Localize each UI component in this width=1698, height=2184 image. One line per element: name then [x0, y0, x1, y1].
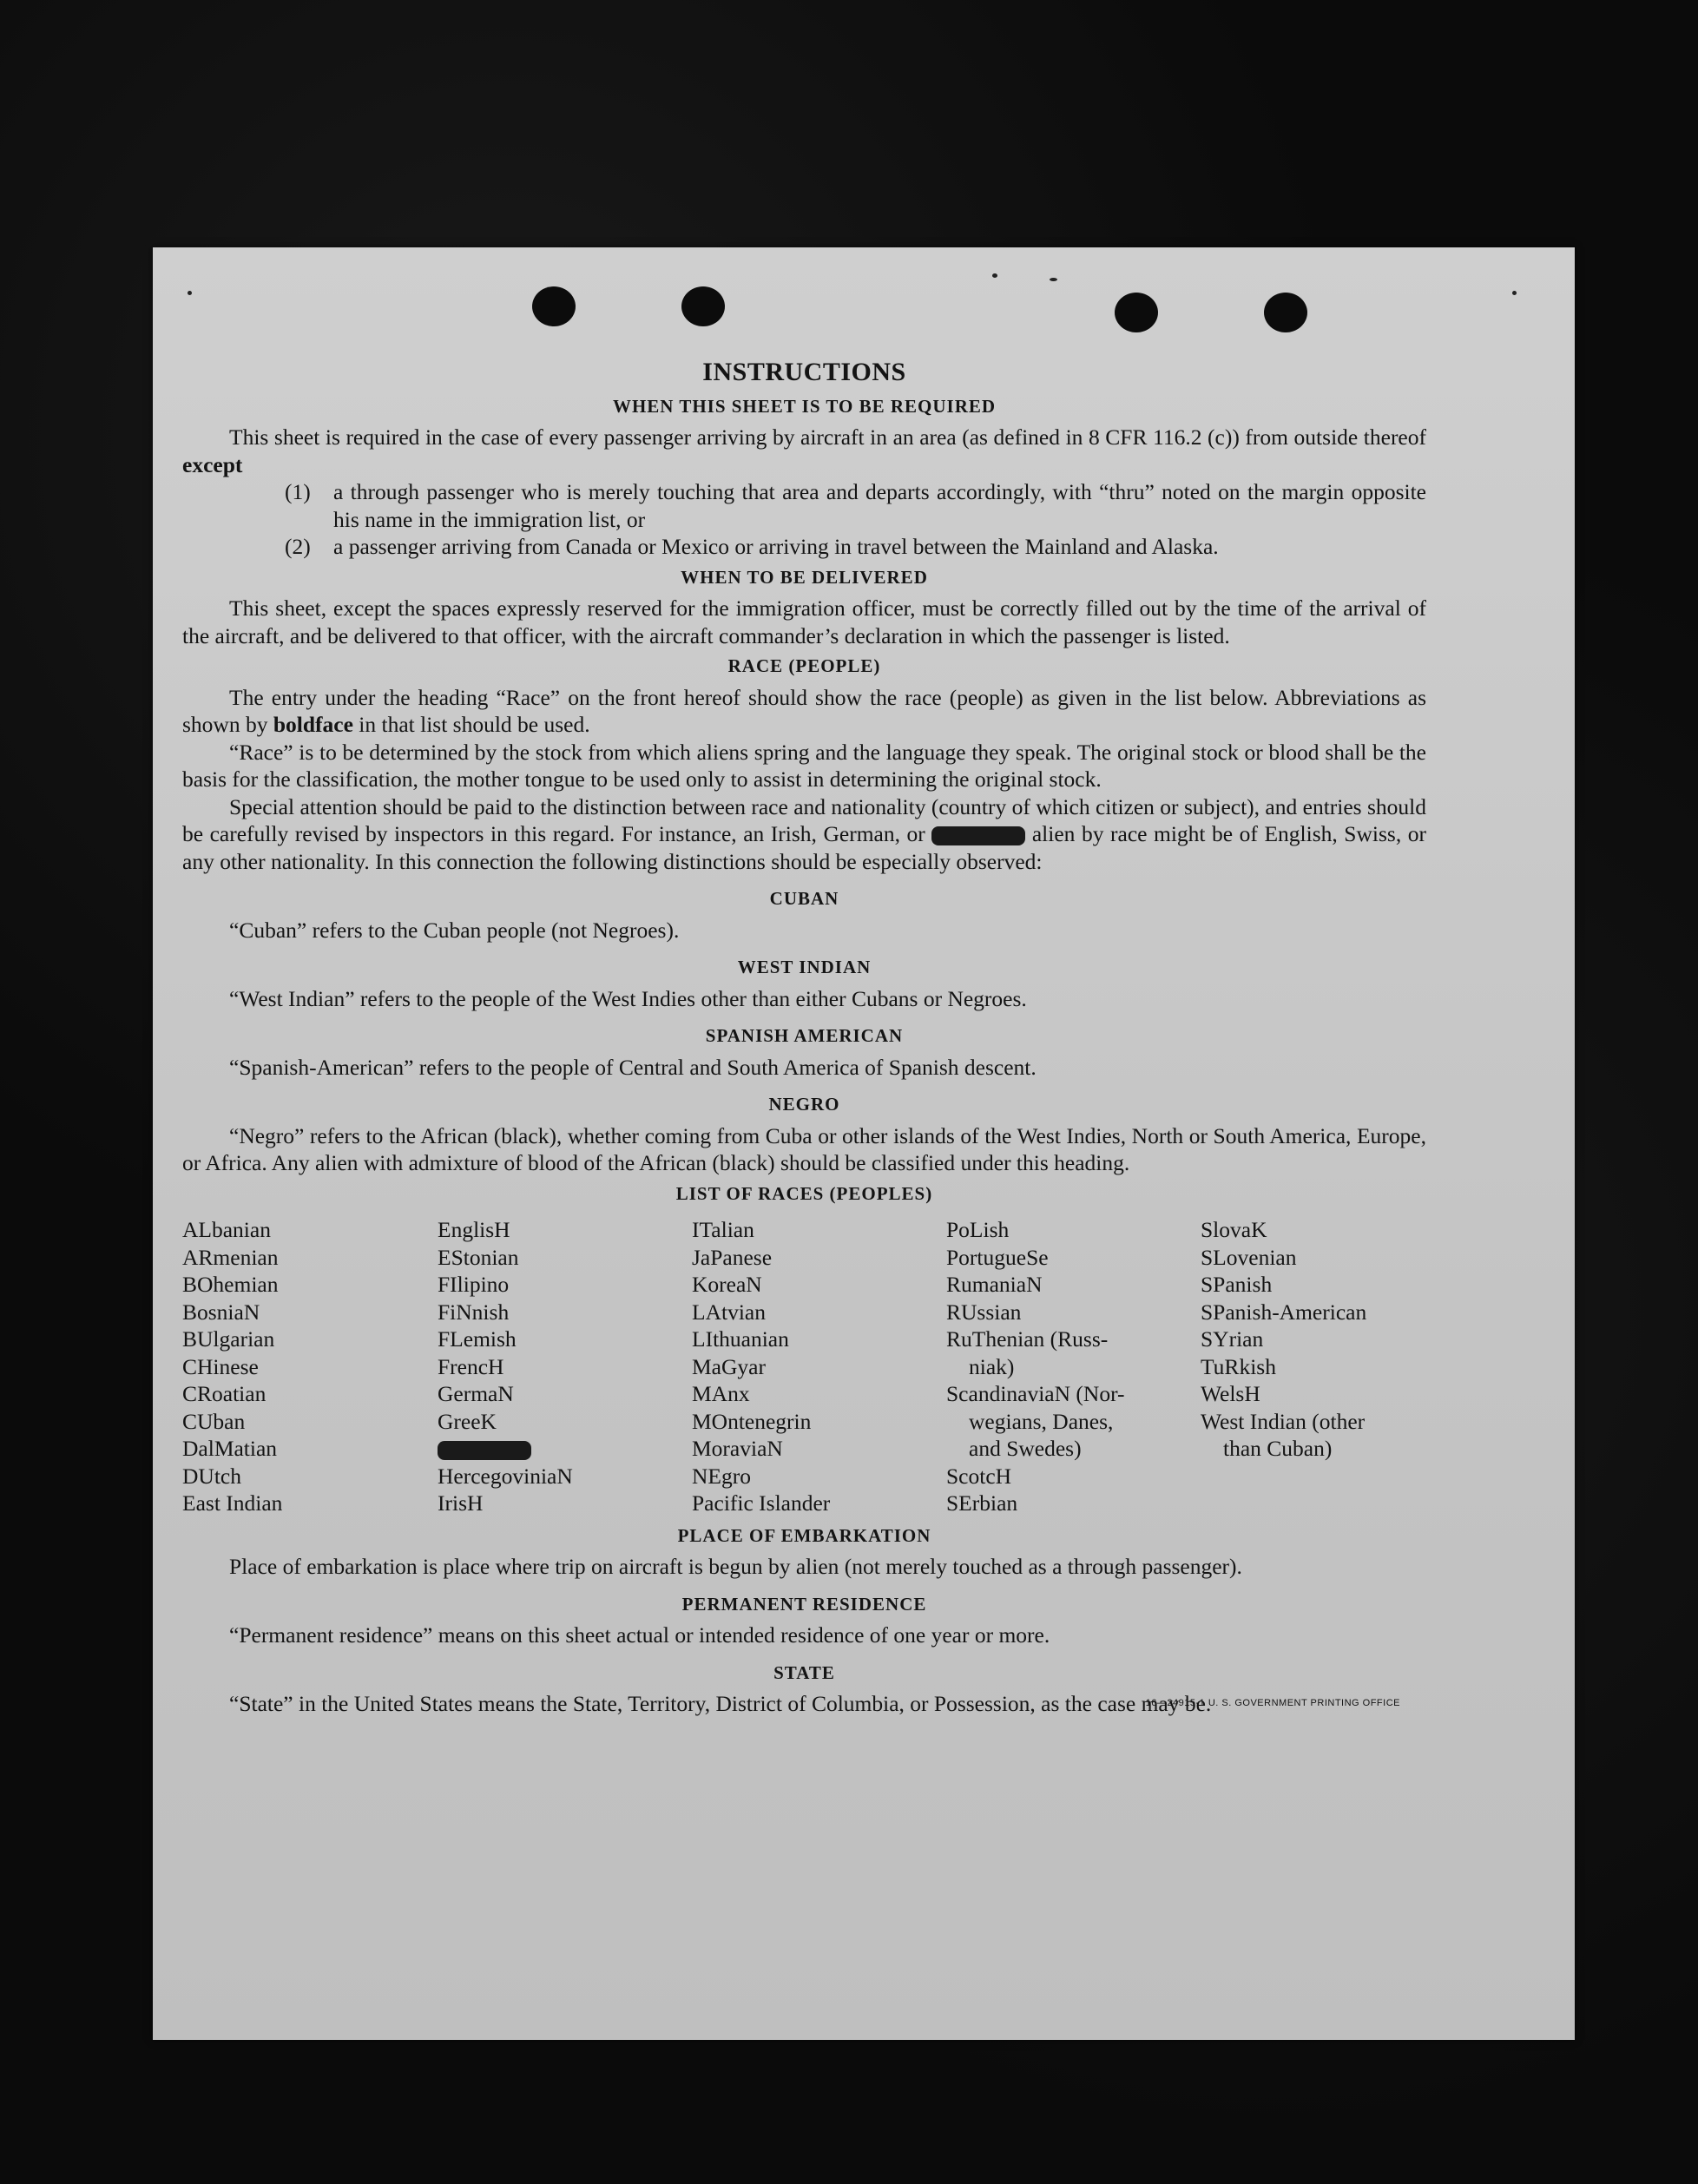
race-entry: SPanish: [1201, 1272, 1273, 1297]
exception-item: (2) a passenger arriving from Canada or Mexico or arriving in travel between the Mainland and Alaska.: [285, 534, 1219, 559]
races-column-1: [182, 1216, 438, 1517]
races-list: [182, 1216, 1426, 1517]
race-entry: ScandinaviaN (Nor-: [946, 1381, 1125, 1406]
negro-text: “Negro” refers to the African (black), whether coming from Cuba or other islands of the West Indies, North or South America, Europe, or Africa. Any alien with admixture of blood of the African (black) should be classified under this heading.: [182, 1122, 1426, 1175]
race-entry: WelsH: [1201, 1381, 1260, 1406]
exception-item: (1) a through passenger who is merely touching that area and departs accordingly, with “thru” noted on the margin opposite his name in the immigration list, or: [285, 479, 1426, 532]
race-entry: RuThenian (Russ-: [946, 1326, 1109, 1352]
embarkation-text: Place of embarkation is place where trip on aircraft is begun by alien (not merely touched as a through passenger).: [229, 1554, 1242, 1579]
instruction-sheet: [153, 247, 1575, 2040]
race-entry: EnglisH: [438, 1217, 510, 1242]
state-text: “State” in the United States means the State, Territory, District of Columbia, or Possession, as the case may be.: [229, 1691, 1212, 1716]
residence-text: “Permanent residence” means on this sheet actual or intended residence of one year or more.: [229, 1622, 1050, 1648]
race-entry: SlovaK: [1201, 1217, 1267, 1242]
race-entry: NEgro: [692, 1463, 751, 1489]
instructions-body: [182, 359, 1426, 1718]
section-heading-state: STATE: [773, 1661, 835, 1683]
redaction-mark: [438, 1441, 531, 1460]
punch-hole: [532, 286, 576, 326]
punch-hole: [681, 286, 725, 326]
print-code: 16—24915-1 U. S. GOVERNMENT PRINTING OFFICE: [1145, 1698, 1400, 1708]
dust-speck: [1512, 291, 1517, 295]
race-entry: CHinese: [182, 1353, 259, 1379]
race-entry: ALbanian: [182, 1217, 271, 1242]
race-entry: JaPanese: [692, 1244, 773, 1270]
race-entry: SPanish-American: [1201, 1299, 1367, 1325]
race-entry: SLovenian: [1201, 1244, 1297, 1270]
race-entry: MAnx: [692, 1381, 750, 1406]
section-heading-spanish-american: SPANISH AMERICAN: [705, 1025, 904, 1046]
race-entry: FLemish: [438, 1326, 517, 1352]
race-entry: East Indian: [182, 1490, 283, 1516]
race-entry: LIthuanian: [692, 1326, 789, 1352]
race-entry: FIlipino: [438, 1272, 510, 1297]
section-heading-west-indian: WEST INDIAN: [737, 957, 872, 977]
race-entry: TuRkish: [1201, 1353, 1276, 1379]
race-entry: ITalian: [692, 1217, 754, 1242]
race-entry: BOhemian: [182, 1272, 279, 1297]
race-entry-continued: than Cuban): [1223, 1436, 1333, 1461]
race-paragraph-1: The entry under the heading “Race” on the front hereof should show the race (people) as given in the list below. Abbreviations as shown by boldface in that list should be used.: [182, 684, 1426, 737]
spanish-american-text: “Spanish-American” refers to the people of Central and South America of Spanish descent.: [229, 1054, 1037, 1080]
race-entry: BUlgarian: [182, 1326, 275, 1352]
race-entry: Pacific Islander: [692, 1490, 831, 1516]
section-heading-cuban: CUBAN: [769, 888, 839, 909]
race-entry: SErbian: [946, 1490, 1018, 1516]
dust-speck: [992, 273, 997, 278]
state-block: [182, 1690, 1426, 1718]
section-heading-race: RACE (PEOPLE): [727, 655, 881, 676]
page-title: INSTRUCTIONS: [702, 358, 906, 386]
race-entry: ARmenian: [182, 1244, 279, 1270]
redaction-mark: [931, 826, 1025, 845]
race-paragraph-2: “Race” is to be determined by the stock from which aliens spring and the language they speak. The original stock or blood shall be the basis for the classification, the mother tongue to be used only to assist in determining the original stock.: [182, 739, 1426, 792]
dust-speck: [1050, 278, 1057, 281]
races-column-5: [1201, 1216, 1426, 1517]
race-entry: GermaN: [438, 1381, 514, 1406]
required-intro: This sheet is required in the case of every passenger arriving by aircraft in an area (as defined in 8 CFR 116.2 (c)) from outside thereof except: [182, 424, 1426, 477]
race-entry: RumaniaN: [946, 1272, 1043, 1297]
race-entry-continued: niak): [969, 1353, 1015, 1379]
race-entry: LAtvian: [692, 1299, 766, 1325]
race-entry: FrencH: [438, 1353, 504, 1379]
race-entry-continued: and Swedes): [969, 1436, 1082, 1461]
punch-hole: [1264, 293, 1307, 332]
race-entry: PoLish: [946, 1217, 1010, 1242]
dust-speck: [188, 291, 192, 295]
west-indian-text: “West Indian” refers to the people of the West Indies other than either Cubans or Negroes.: [229, 985, 1027, 1011]
delivered-text: This sheet, except the spaces expressly reserved for the immigration officer, must be correctly filled out by the time of the arrival of the aircraft, and be delivered to that officer, with the aircraft commander’s declaration in which the passenger is listed.: [182, 595, 1426, 648]
punch-hole: [1115, 293, 1158, 332]
race-entry: KoreaN: [692, 1272, 762, 1297]
race-entry-continued: wegians, Danes,: [969, 1408, 1114, 1434]
race-entry: MOntenegrin: [692, 1408, 812, 1434]
race-entry: MoraviaN: [692, 1436, 783, 1461]
race-paragraph-3: Special attention should be paid to the distinction between race and nationality (country of which citizen or subject), and entries should be carefully revised by inspectors in this regard. For instance, an Irish, German, or alien by race might be of English, Swiss, or any other nationality. In this connection the following distinctions should be especially observed:: [182, 793, 1426, 874]
races-column-4: [946, 1216, 1201, 1517]
section-heading-required: WHEN THIS SHEET IS TO BE REQUIRED: [612, 395, 997, 417]
race-entry: DalMatian: [182, 1436, 278, 1461]
section-heading-residence: PERMANENT RESIDENCE: [681, 1593, 927, 1615]
race-entry: DUtch: [182, 1463, 241, 1489]
section-heading-negro: NEGRO: [768, 1094, 840, 1115]
section-heading-list-of-races: LIST OF RACES (PEOPLES): [675, 1182, 933, 1204]
section-heading-embarkation: PLACE OF EMBARKATION: [677, 1524, 931, 1546]
races-column-2: [438, 1216, 692, 1517]
race-entry-redacted: [438, 1435, 692, 1463]
race-entry: ScotcH: [946, 1463, 1012, 1489]
race-entry: FiNnish: [438, 1299, 510, 1325]
race-entry: IrisH: [438, 1490, 484, 1516]
race-entry: MaGyar: [692, 1353, 766, 1379]
race-entry: CRoatian: [182, 1381, 267, 1406]
race-entry: EStonian: [438, 1244, 519, 1270]
race-entry: SYrian: [1201, 1326, 1264, 1352]
race-entry: CUban: [182, 1408, 246, 1434]
race-entry: GreeK: [438, 1408, 497, 1434]
race-entry: RUssian: [946, 1299, 1022, 1325]
race-entry: BosniaN: [182, 1299, 260, 1325]
section-heading-delivered: WHEN TO BE DELIVERED: [681, 566, 928, 588]
race-entry: PortugueSe: [946, 1244, 1049, 1270]
races-column-3: [692, 1216, 946, 1517]
race-entry: West Indian (other: [1201, 1408, 1366, 1434]
race-entry: HercegoviniaN: [438, 1463, 573, 1489]
cuban-text: “Cuban” refers to the Cuban people (not Negroes).: [229, 917, 680, 943]
